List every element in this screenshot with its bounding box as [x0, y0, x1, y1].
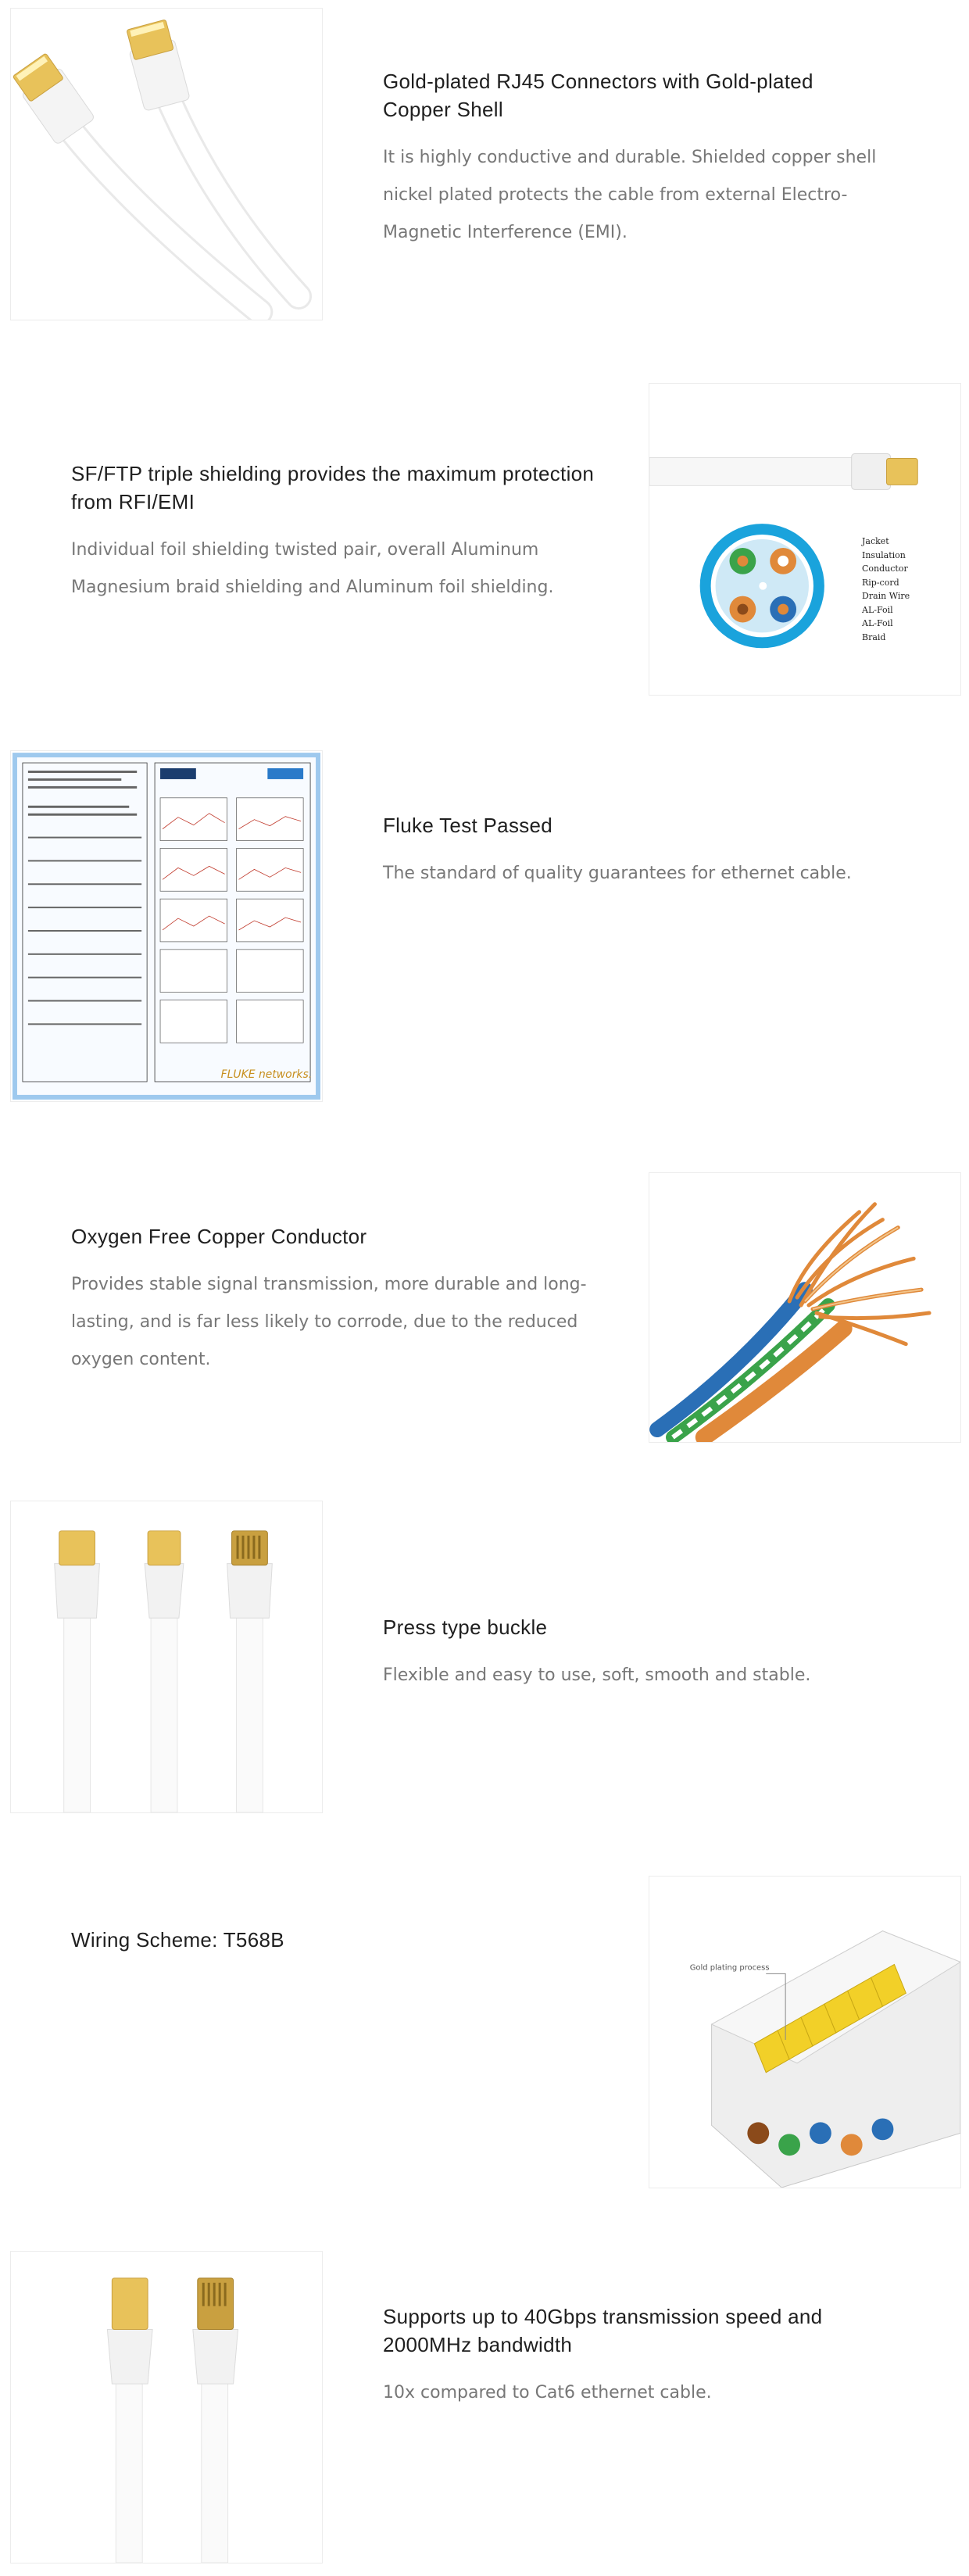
feature-title: Wiring Scheme: T568B [71, 1928, 284, 1952]
feature-oxygen-free-copper [0, 1172, 969, 1454]
feature-title: SF/FTP triple shielding provides the maximum protection from RFI/EMI [71, 462, 595, 513]
label-al-foil-2: AL-Foil [862, 618, 893, 628]
feature-title: Gold-plated RJ45 Connectors with Gold-plated Copper Shell [383, 70, 813, 121]
feature-text [71, 1926, 602, 1954]
feature-description: It is highly conductive and durable. Shielded copper shell nickel plated protects the cable from external Electro-Magnetic Interference (EMI). [383, 148, 877, 242]
label-drain-wire: Drain Wire [862, 591, 910, 601]
feature-text [71, 460, 602, 606]
feature-description: The standard of quality guarantees for ethernet cable. [383, 864, 852, 883]
rj45-connector-cable-image [10, 8, 323, 320]
wiring-scheme-image [649, 1876, 961, 2188]
feature-description: 10x compared to Cat6 ethernet cable. [383, 2383, 712, 2402]
label-braid: Braid [862, 631, 886, 642]
label-rip-cord: Rip-cord [862, 577, 899, 588]
feature-title: Fluke Test Passed [383, 814, 553, 837]
label-insulation: Insulation [862, 549, 906, 560]
label-jacket: Jacket [862, 536, 889, 546]
feature-wiring-scheme [0, 1876, 969, 2204]
feature-title: Supports up to 40Gbps transmission speed and 2000MHz bandwidth [383, 2305, 823, 2356]
label-al-foil: AL-Foil [862, 604, 893, 615]
fluke-test-report-image [10, 750, 323, 1102]
cable-cross-section-image [649, 383, 961, 696]
feature-fluke-test [0, 750, 969, 1110]
feature-text [383, 2302, 883, 2412]
feature-sfftp-shielding [0, 375, 969, 719]
two-connectors-image [10, 2251, 323, 2563]
feature-text [383, 811, 883, 893]
feature-text [383, 67, 883, 252]
feature-40gbps-speed [0, 2251, 969, 2576]
feature-description: Individual foil shielding twisted pair, overall Aluminum Magnesium braid shielding and Aluminum foil shielding. [71, 540, 554, 597]
copper-wires-image [649, 1172, 961, 1443]
feature-rj45-connectors [0, 0, 969, 344]
fluke-logo: FLUKE networks. [220, 1068, 313, 1082]
feature-description: Provides stable signal transmission, more durable and long-lasting, and is far less likely to corrode, due to the reduced oxygen content. [71, 1275, 587, 1369]
feature-text [71, 1222, 602, 1379]
connector-buckle-image [10, 1501, 323, 1813]
gold-plating-callout: Gold plating process [689, 1963, 770, 1973]
feature-title: Press type buckle [383, 1615, 548, 1639]
label-conductor: Conductor [862, 564, 908, 574]
feature-text [383, 1613, 883, 1694]
feature-title: Oxygen Free Copper Conductor [71, 1225, 367, 1248]
feature-press-type-buckle [0, 1501, 969, 1829]
feature-description: Flexible and easy to use, soft, smooth and stable. [383, 1665, 811, 1685]
